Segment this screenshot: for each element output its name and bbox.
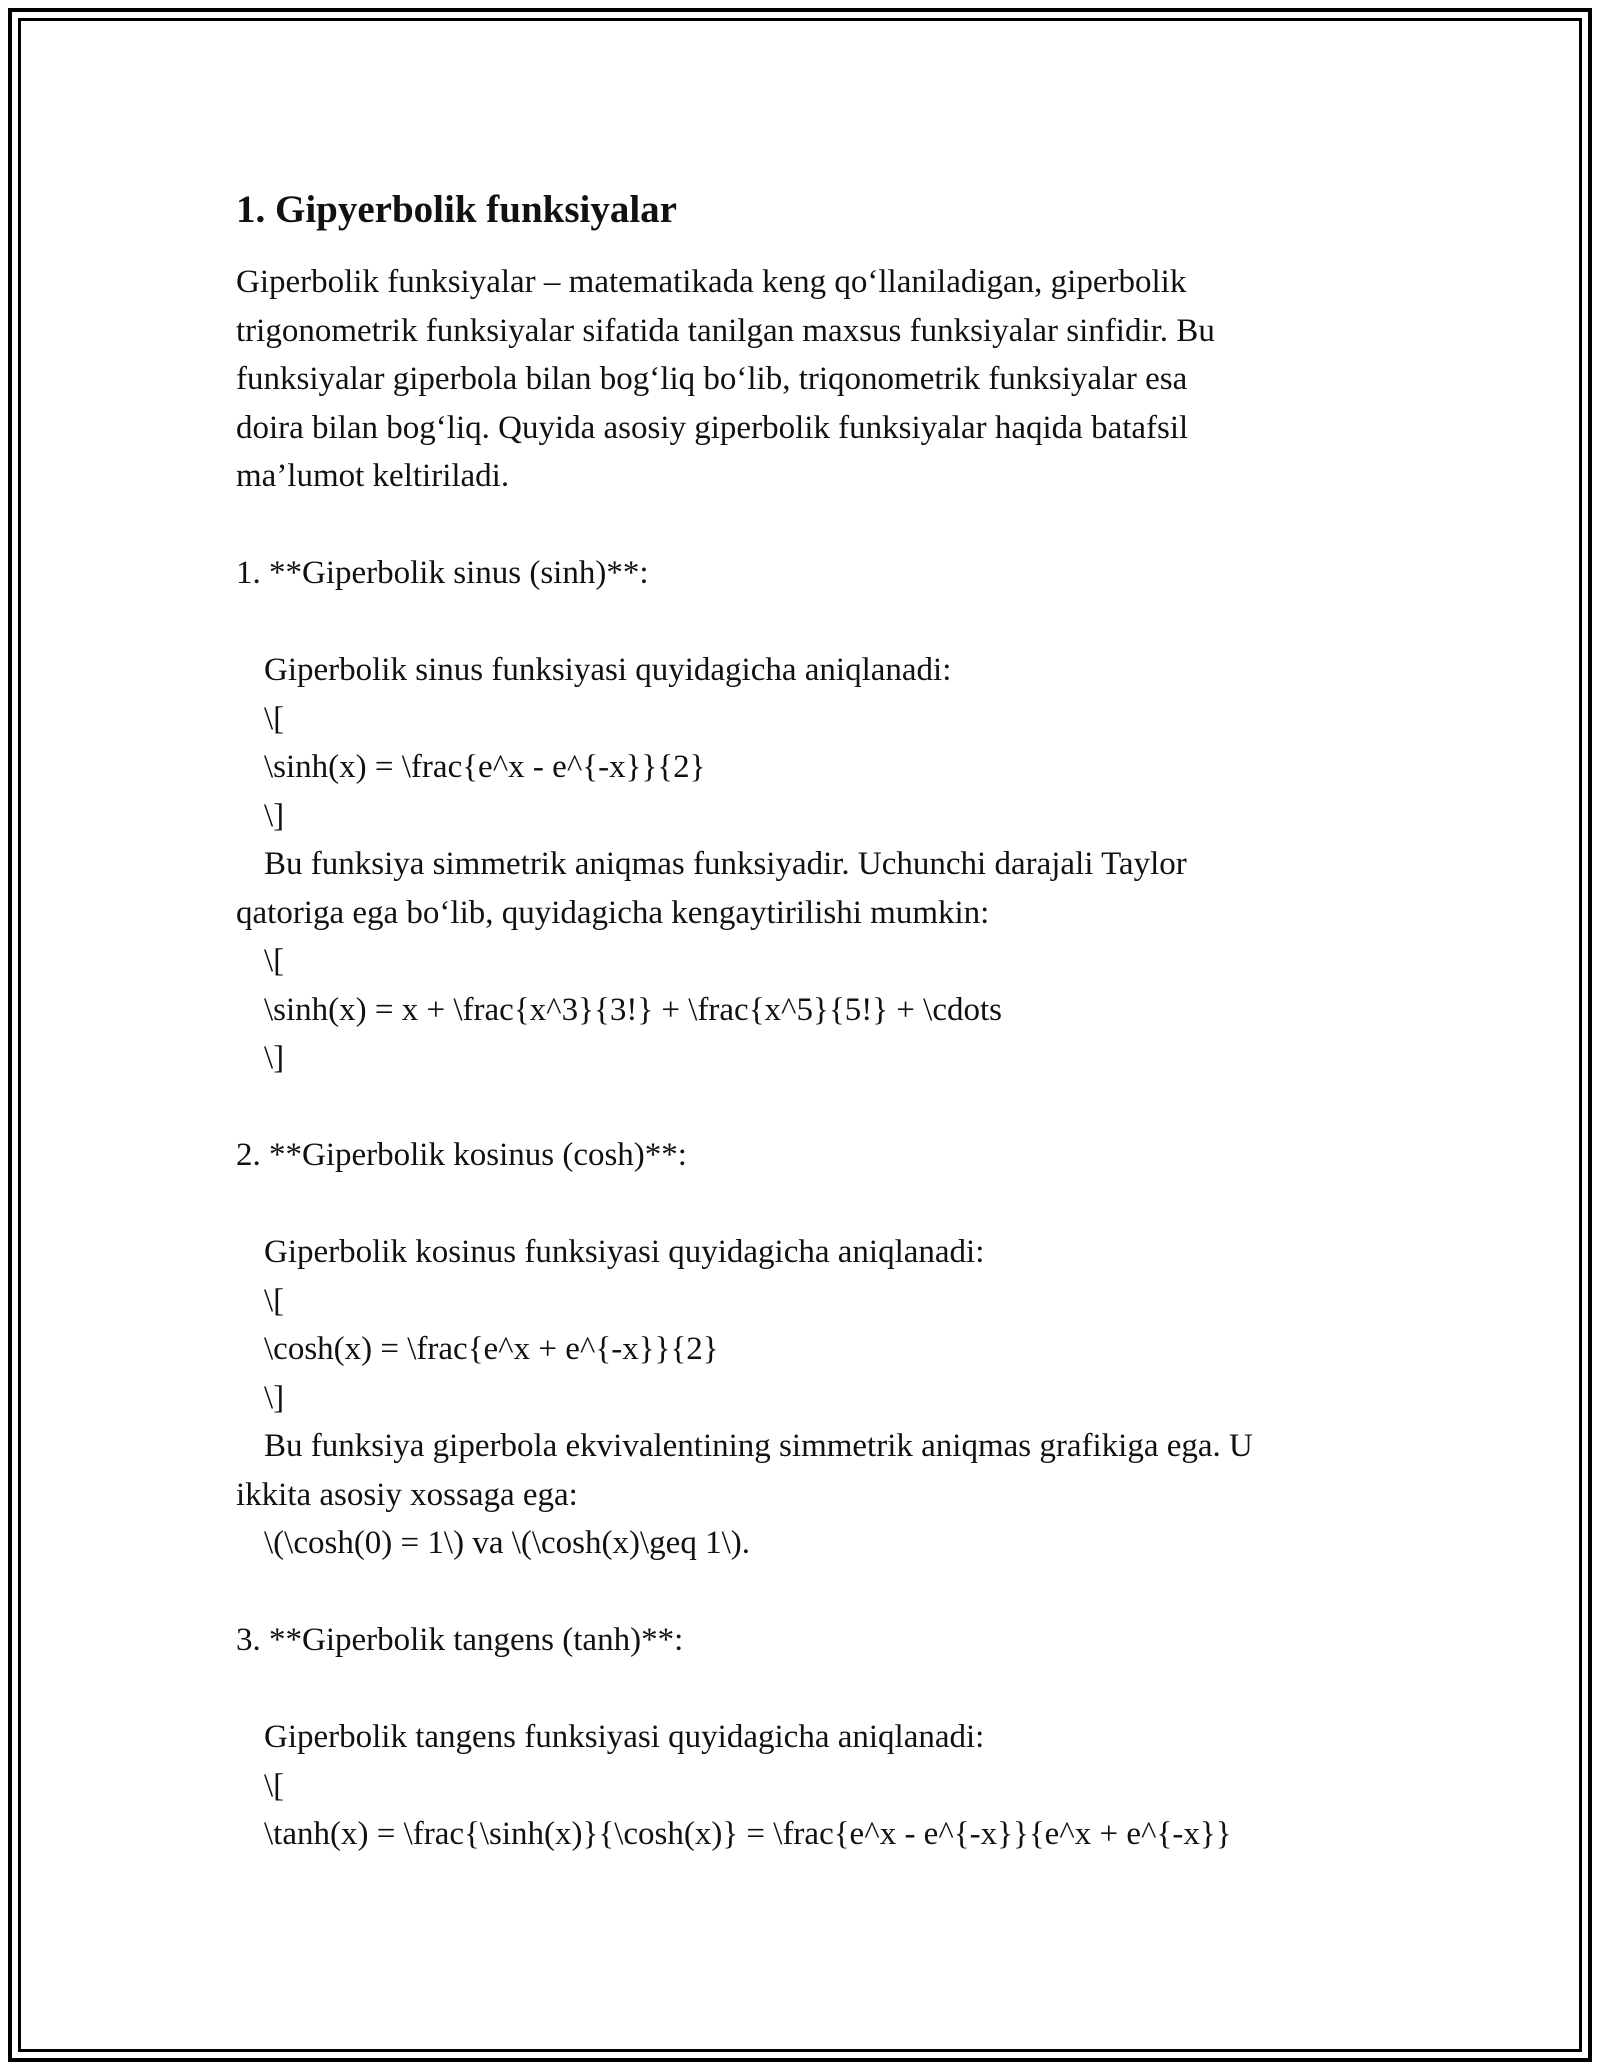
formula-close-delimiter: \] — [264, 1040, 285, 1076]
cosh-definition-text: Giperbolik kosinus funksiyasi quyidagicha aniqlanadi: — [264, 1234, 985, 1270]
intro-line: trigonometrik funksiyalar sifatida tanilgan maxsus funksiyalar sinfidir. Bu — [236, 312, 1215, 349]
sinh-description: Bu funksiya simmetrik aniqmas funksiyadir. Uchunchi darajali Taylor — [264, 846, 1187, 882]
spacer — [236, 1665, 1396, 1714]
spacer — [236, 1083, 1396, 1132]
cosh-title: 2. **Giperbolik kosinus (cosh)**: — [236, 1137, 687, 1173]
sinh-description: qatoriga ega bo‘lib, quyidagicha kengaytirilishi mumkin: — [236, 894, 990, 931]
formula-open-delimiter: \[ — [264, 1282, 285, 1319]
intro-line: Giperbolik funksiyalar – matematikada keng qo‘llaniladigan, giperbolik — [236, 264, 1187, 300]
cosh-properties: \(\cosh(0) = 1\) va \(\cosh(x)\geq 1\). — [264, 1525, 750, 1561]
sinh-section — [236, 549, 1396, 1083]
formula-close-delimiter: \] — [264, 797, 285, 834]
sinh-definition-text: Giperbolik sinus funksiyasi quyidagicha aniqlanadi: — [264, 652, 952, 688]
formula-close-delimiter: \] — [264, 1379, 285, 1416]
document-body — [236, 186, 1396, 1859]
section-heading: 1. Gipyerbolik funksiyalar — [236, 188, 677, 231]
formula-open-delimiter: \[ — [264, 943, 285, 979]
spacer — [236, 1180, 1396, 1229]
intro-line: doira bilan bog‘liq. Quyida asosiy giperbolik funksiyalar haqida batafsil — [236, 409, 1189, 446]
sinh-title: 1. **Giperbolik sinus (sinh)**: — [236, 555, 649, 591]
intro-paragraph — [236, 258, 1396, 501]
tanh-formula: \tanh(x) = \frac{\sinh(x)}{\cosh(x)} = \frac{e^x - e^{-x}}{e^x + e^{-x}} — [264, 1816, 1232, 1852]
sinh-formula: \sinh(x) = \frac{e^x - e^{-x}}{2} — [264, 749, 706, 785]
spacer — [236, 598, 1396, 647]
cosh-formula: \cosh(x) = \frac{e^x + e^{-x}}{2} — [264, 1331, 719, 1367]
sinh-taylor-formula: \sinh(x) = x + \frac{x^3}{3!} + \frac{x^5}{5!} + \cdots — [264, 991, 1002, 1028]
tanh-definition-text: Giperbolik tangens funksiyasi quyidagicha aniqlanadi: — [264, 1719, 985, 1755]
tanh-title: 3. **Giperbolik tangens (tanh)**: — [236, 1622, 684, 1658]
formula-open-delimiter: \[ — [264, 700, 285, 737]
cosh-section — [236, 1131, 1396, 1568]
intro-line: ma’lumot keltiriladi. — [236, 458, 510, 494]
cosh-description: ikkita asosiy xossaga ega: — [236, 1476, 578, 1513]
formula-open-delimiter: \[ — [264, 1767, 285, 1804]
tanh-section — [236, 1616, 1396, 1859]
spacer — [236, 1568, 1396, 1617]
cosh-description: Bu funksiya giperbola ekvivalentining simmetrik aniqmas grafikiga ega. U — [264, 1428, 1253, 1464]
intro-line: funksiyalar giperbola bilan bog‘liq bo‘lib, triqonometrik funksiyalar esa — [236, 361, 1188, 397]
spacer — [236, 501, 1396, 550]
